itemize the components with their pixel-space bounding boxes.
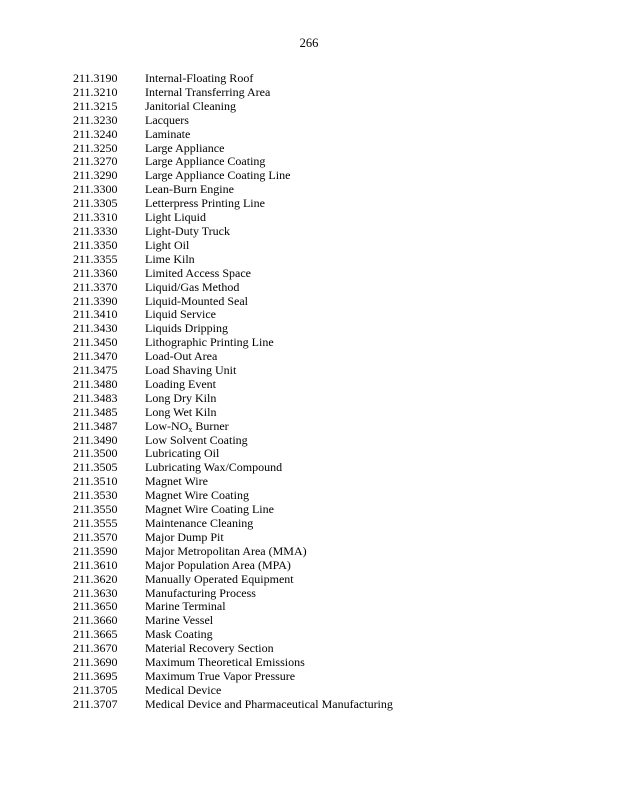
index-row: [73, 281, 593, 295]
defined-term: [145, 559, 593, 573]
index-row: [73, 350, 593, 364]
index-row: [73, 169, 593, 183]
defined-term-text: Long Dry Kiln: [145, 390, 217, 405]
defined-term-text: Lime Kiln: [145, 251, 195, 266]
index-row: [73, 142, 593, 156]
index-row: [73, 86, 593, 100]
defined-term: [145, 267, 593, 281]
defined-term-text: Liquid/Gas Method: [145, 279, 240, 294]
defined-term: [145, 322, 593, 336]
defined-term: [145, 614, 593, 628]
defined-term-text: Internal Transferring Area: [145, 84, 271, 99]
section-number: 211.3483: [73, 390, 118, 405]
section-number: 211.3665: [73, 627, 118, 642]
defined-term: [145, 142, 593, 156]
defined-term: [145, 225, 593, 239]
section-number: 211.3350: [73, 237, 118, 252]
section-number: 211.3485: [73, 404, 118, 419]
section-number: 211.3590: [73, 543, 118, 558]
defined-term: [145, 531, 593, 545]
index-row: [73, 628, 593, 642]
section-number: 211.3705: [73, 682, 118, 697]
defined-term-text: Light-Duty Truck: [145, 223, 231, 238]
section-number: 211.3550: [73, 502, 118, 517]
defined-term-text: Manually Operated Equipment: [145, 571, 294, 586]
defined-term: [145, 489, 593, 503]
defined-term-text: Lithographic Printing Line: [145, 335, 274, 350]
section-number: 211.3210: [73, 84, 118, 99]
defined-term-text: Large Appliance Coating: [145, 154, 266, 169]
defined-term: [145, 670, 593, 684]
index-row: [73, 698, 593, 712]
section-number: 211.3475: [73, 363, 118, 378]
defined-term-text: Low-NO: [145, 418, 189, 433]
defined-term-text: Laminate: [145, 126, 191, 141]
index-row: [73, 225, 593, 239]
index-row: [73, 336, 593, 350]
section-number: 211.3450: [73, 335, 118, 350]
index-row: [73, 559, 593, 573]
section-number: 211.3650: [73, 599, 118, 614]
defined-term-text: Load-Out Area: [145, 349, 218, 364]
defined-term-text: Major Dump Pit: [145, 529, 224, 544]
index-row: [73, 670, 593, 684]
index-row: [73, 155, 593, 169]
index-row: [73, 517, 593, 531]
defined-term-text: Limited Access Space: [145, 265, 251, 280]
defined-term-text: Light Liquid: [145, 210, 206, 225]
section-number: 211.3370: [73, 279, 118, 294]
index-row: [73, 100, 593, 114]
index-row: [73, 322, 593, 336]
section-number: 211.3360: [73, 265, 118, 280]
defined-term-text: Maximum True Vapor Pressure: [145, 668, 296, 683]
defined-term: [145, 628, 593, 642]
index-row: [73, 267, 593, 281]
defined-term-text: Lacquers: [145, 112, 189, 127]
section-number: 211.3660: [73, 613, 118, 628]
index-row: [73, 531, 593, 545]
defined-term-text: Mask Coating: [145, 627, 213, 642]
section-number: 211.3690: [73, 655, 118, 670]
section-number: 211.3470: [73, 349, 118, 364]
defined-term: [145, 239, 593, 253]
index-row: [73, 642, 593, 656]
index-row: [73, 114, 593, 128]
defined-term-text: Marine Terminal: [145, 599, 226, 614]
defined-term: [145, 447, 593, 461]
defined-term-text: Major Population Area (MPA): [145, 557, 291, 572]
definitions-index: [73, 72, 593, 712]
defined-term: [145, 406, 593, 420]
defined-term: [145, 100, 593, 114]
defined-term-subscript: x: [188, 424, 193, 434]
defined-term-text: Magnet Wire: [145, 474, 208, 489]
index-row: [73, 197, 593, 211]
section-number: 211.3290: [73, 168, 118, 183]
defined-term-text: Large Appliance Coating Line: [145, 168, 291, 183]
section-number: 211.3480: [73, 376, 118, 391]
section-number: 211.3310: [73, 210, 118, 225]
index-row: [73, 614, 593, 628]
section-number: 211.3490: [73, 432, 118, 447]
section-number: 211.3230: [73, 112, 118, 127]
defined-term: [145, 308, 593, 322]
index-row: [73, 406, 593, 420]
defined-term-text: Marine Vessel: [145, 613, 214, 628]
defined-term-text: Light Oil: [145, 237, 190, 252]
defined-term: [145, 86, 593, 100]
defined-term-text: Lubricating Wax/Compound: [145, 460, 283, 475]
defined-term-text-suffix: Burner: [192, 418, 229, 433]
defined-term-text: Long Wet Kiln: [145, 404, 217, 419]
index-row: [73, 239, 593, 253]
section-number: 211.3240: [73, 126, 118, 141]
defined-term-text: Liquids Dripping: [145, 321, 228, 336]
index-row: [73, 461, 593, 475]
section-number: 211.3505: [73, 460, 118, 475]
section-number: 211.3555: [73, 516, 118, 530]
index-row: [73, 253, 593, 267]
defined-term: [145, 295, 593, 309]
defined-term: [145, 698, 593, 712]
defined-term: [145, 169, 593, 183]
section-number: 211.3707: [73, 696, 118, 711]
defined-term: [145, 503, 593, 517]
defined-term: [145, 545, 593, 559]
index-row: [73, 434, 593, 448]
defined-term-text: Lean-Burn Engine: [145, 182, 234, 197]
defined-term: [145, 211, 593, 225]
defined-term-text: Maximum Theoretical Emissions: [145, 655, 305, 670]
defined-term-text: Major Metropolitan Area (MMA): [145, 543, 307, 558]
defined-term-text: Janitorial Cleaning: [145, 98, 236, 113]
defined-term-text: Liquid-Mounted Seal: [145, 293, 248, 308]
defined-term: [145, 350, 593, 364]
defined-term-text: Large Appliance: [145, 140, 225, 155]
index-row: [73, 420, 593, 434]
section-number: 211.3487: [73, 418, 118, 433]
section-number: 211.3670: [73, 641, 118, 656]
defined-term-text: Lubricating Oil: [145, 446, 220, 461]
section-number: 211.3305: [73, 196, 118, 211]
page-number: 266: [299, 36, 319, 50]
defined-term: [145, 587, 593, 601]
section-number: 211.3190: [73, 71, 118, 85]
index-row: [73, 72, 593, 86]
section-number: 211.3410: [73, 307, 118, 322]
defined-term-text: Loading Event: [145, 376, 216, 391]
section-number: 211.3270: [73, 154, 118, 169]
defined-term: [145, 378, 593, 392]
defined-term-text: Medical Device and Pharmaceutical Manufacturing: [145, 696, 393, 711]
index-row: [73, 392, 593, 406]
defined-term-text: Internal-Floating Roof: [145, 71, 254, 85]
defined-term: [145, 475, 593, 489]
section-number: 211.3250: [73, 140, 118, 155]
defined-term-text: Letterpress Printing Line: [145, 196, 265, 211]
section-number: 211.3610: [73, 557, 118, 572]
section-number: 211.3330: [73, 223, 118, 238]
section-number: 211.3300: [73, 182, 118, 197]
section-number: 211.3390: [73, 293, 118, 308]
defined-term: [145, 642, 593, 656]
defined-term: [145, 517, 593, 531]
defined-term: [145, 434, 593, 448]
defined-term-text: Load Shaving Unit: [145, 363, 237, 378]
defined-term: [145, 392, 593, 406]
section-number: 211.3510: [73, 474, 118, 489]
index-row: [73, 503, 593, 517]
section-number: 211.3620: [73, 571, 118, 586]
section-number: 211.3215: [73, 98, 118, 113]
defined-term-text: Liquid Service: [145, 307, 216, 322]
index-row: [73, 587, 593, 601]
defined-term: [145, 420, 593, 434]
index-row: [73, 475, 593, 489]
defined-term: [145, 281, 593, 295]
defined-term: [145, 128, 593, 142]
index-row: [73, 364, 593, 378]
index-row: [73, 308, 593, 322]
defined-term: [145, 72, 593, 86]
section-number: 211.3630: [73, 585, 118, 600]
defined-term-text: Maintenance Cleaning: [145, 516, 254, 530]
defined-term: [145, 155, 593, 169]
defined-term: [145, 684, 593, 698]
defined-term-text: Magnet Wire Coating: [145, 488, 249, 503]
defined-term-text: Low Solvent Coating: [145, 432, 248, 447]
index-row: [73, 573, 593, 587]
defined-term: [145, 253, 593, 267]
defined-term: [145, 600, 593, 614]
section-number: 211.3570: [73, 529, 118, 544]
defined-term: [145, 461, 593, 475]
defined-term: [145, 336, 593, 350]
defined-term: [145, 573, 593, 587]
index-row: [73, 447, 593, 461]
index-row: [73, 545, 593, 559]
defined-term-text: Material Recovery Section: [145, 641, 274, 656]
defined-term: [145, 183, 593, 197]
section-number: 211.3695: [73, 668, 118, 683]
defined-term: [145, 656, 593, 670]
defined-term: [145, 114, 593, 128]
index-row: [73, 295, 593, 309]
defined-term-text: Manufacturing Process: [145, 585, 256, 600]
section-number: 211.3430: [73, 321, 118, 336]
defined-term: [145, 197, 593, 211]
section-number: 211.3355: [73, 251, 118, 266]
index-row: [73, 684, 593, 698]
index-row: [73, 128, 593, 142]
index-row: [73, 600, 593, 614]
defined-term-text: Medical Device: [145, 682, 222, 697]
index-row: [73, 211, 593, 225]
index-row: [73, 378, 593, 392]
index-row: [73, 489, 593, 503]
defined-term-text: Magnet Wire Coating Line: [145, 502, 274, 517]
index-row: [73, 656, 593, 670]
index-row: [73, 183, 593, 197]
defined-term: [145, 364, 593, 378]
section-number: 211.3530: [73, 488, 118, 503]
section-number: 211.3500: [73, 446, 118, 461]
